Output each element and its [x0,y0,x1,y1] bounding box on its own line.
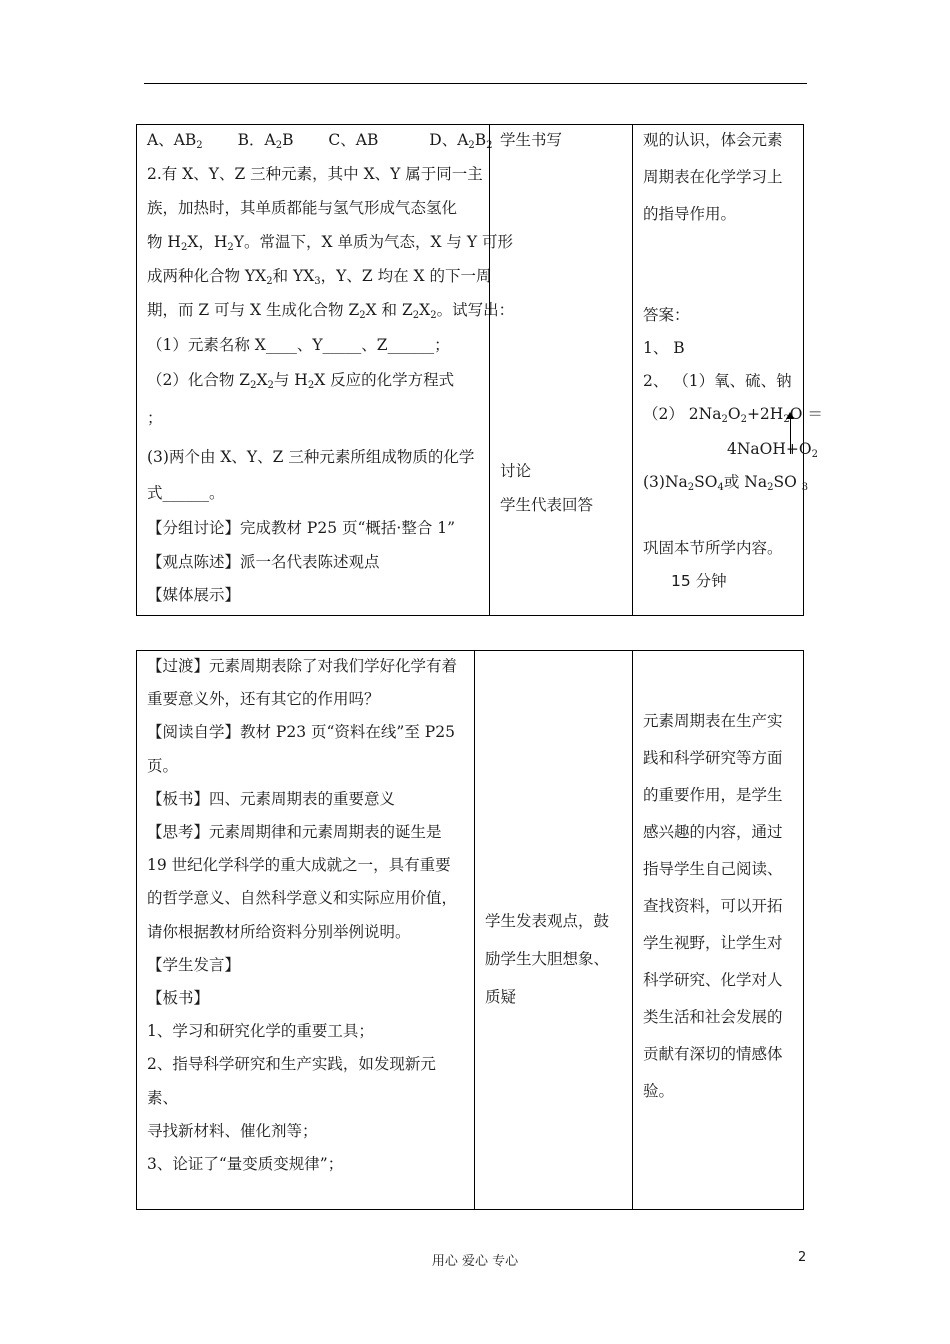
student-line: 励学生大胆想象、 [485,950,610,968]
content-line: 页。 [147,756,179,775]
content-line: 【板书】四、元素周期表的重要意义 [147,789,396,808]
student-line: 学生发表观点，鼓 [485,912,610,930]
lesson-table-1 [136,124,823,616]
q2-part-3: (3)两个由 X、Y、Z 三种元素所组成物质的化学 [147,448,475,466]
student-discuss: 讨论 [500,462,532,480]
intent-line-3: 的指导作用。 [643,205,737,223]
content-line: 2、指导科学研究和生产实践，如发现新元 [147,1055,436,1074]
answer-2-2: （2） 2Na2O2+2H2O ＝ [643,405,823,425]
intent-line-1: 观的认识，体会元素 [643,131,783,149]
q2-part-2-semicolon: ； [147,409,163,427]
q2-line-5: 期，而 Z 可与 X 生成化合物 Z2X 和 Z2X2。试写出： [147,301,515,321]
content-line: 【学生发言】 [147,955,241,974]
q2-line-1: 2.有 X、Y、Z 三种元素，其中 X、Y 属于同一主 [147,165,483,183]
intent-line: 的重要作用，是学生 [643,786,783,804]
lesson-table-2 [136,650,804,1210]
intent-line: 验。 [643,1082,675,1100]
page-number: 2 [798,1250,807,1265]
viewpoint-statement: 【观点陈述】派一名代表陈述观点 [147,553,380,571]
content-line: 3、论证了“量变质变规律”； [147,1155,344,1173]
content-line: 【板书】 [147,989,210,1007]
q2-part-2: （2）化合物 Z2X2与 H2X 反应的化学方程式 [147,371,455,391]
student-activity-column [489,125,632,615]
answer-1: 1、 B [643,339,685,357]
content-line: 19 世纪化学科学的重大成就之一，具有重要 [147,856,451,875]
intent-line: 查找资料，可以开拓 [643,897,783,915]
media-display: 【媒体展示】 [147,586,241,604]
q2-part-3-cont: 式______。 [147,484,225,502]
intent-line: 贡献有深切的情感体 [643,1045,783,1063]
design-intent-column [632,651,803,1209]
q2-part-1: （1）元素名称 X____、Y_____、Z______； [147,336,450,354]
time-note: 15 分钟 [671,572,727,590]
header-rule [144,83,807,84]
gas-arrow-icon [790,418,791,454]
q2-line-3: 物 H2X，H2Y。常温下，X 单质为气态，X 与 Y 可形 [147,233,514,253]
q2-line-4: 成两种化合物 YX2和 YX3，Y、Z 均在 X 的下一周 [147,267,492,287]
student-write: 学生书写 [500,131,563,149]
intent-line: 学生视野，让学生对 [643,934,783,952]
content-line: 素、 [147,1088,179,1107]
design-intent-column [632,125,823,615]
answer-2-1: 2、 （1）氧、硫、钠 [643,372,792,390]
footer-motto: 用心 爱心 专心 [431,1254,519,1269]
intent-line: 科学研究、化学对人 [643,971,783,989]
student-activity-column [474,651,632,1209]
answer-3: (3)Na2SO4或 Na2SO 3 [643,473,809,493]
intent-line: 指导学生自己阅读、 [643,860,783,878]
content-line: 【阅读自学】教材 P23 页“资料在线”至 P25 [147,723,455,742]
group-discussion: 【分组讨论】完成教材 P25 页“概括·整合 1” [147,519,456,537]
intent-line: 类生活和社会发展的 [643,1008,783,1026]
content-line: 1、学习和研究化学的重要工具； [147,1022,374,1041]
content-line: 的哲学意义、自然科学意义和实际应用价值， [147,889,458,908]
student-answer: 学生代表回答 [500,496,594,514]
content-line: 请你根据教材所给资料分别举例说明。 [147,922,411,941]
content-line: 【过渡】元素周期表除了对我们学好化学有着 [147,657,458,675]
q2-line-2: 族，加热时，其单质都能与氢气形成气态氢化 [147,199,458,217]
answer-title: 答案： [643,306,690,324]
intent-line: 感兴趣的内容，通过 [643,823,783,841]
teacher-activity-column [137,651,474,1209]
consolidate-note: 巩固本节所学内容。 [643,539,783,557]
answer-2-3: 4NaOH+O2 [727,440,818,460]
intent-line: 元素周期表在生产实 [643,712,783,730]
student-line: 质疑 [485,988,517,1006]
teacher-activity-column [137,125,515,615]
intent-line: 践和科学研究等方面 [643,749,783,767]
q1-options: A、AB2 B．A2B C、AB D、A2B2 [147,131,493,151]
intent-line-2: 周期表在化学学习上 [643,168,783,186]
content-line: 【思考】元素周期律和元素周期表的诞生是 [147,823,442,841]
content-line: 重要意义外，还有其它的作用吗？ [147,690,380,709]
content-line: 寻找新材料、催化剂等； [147,1121,318,1140]
